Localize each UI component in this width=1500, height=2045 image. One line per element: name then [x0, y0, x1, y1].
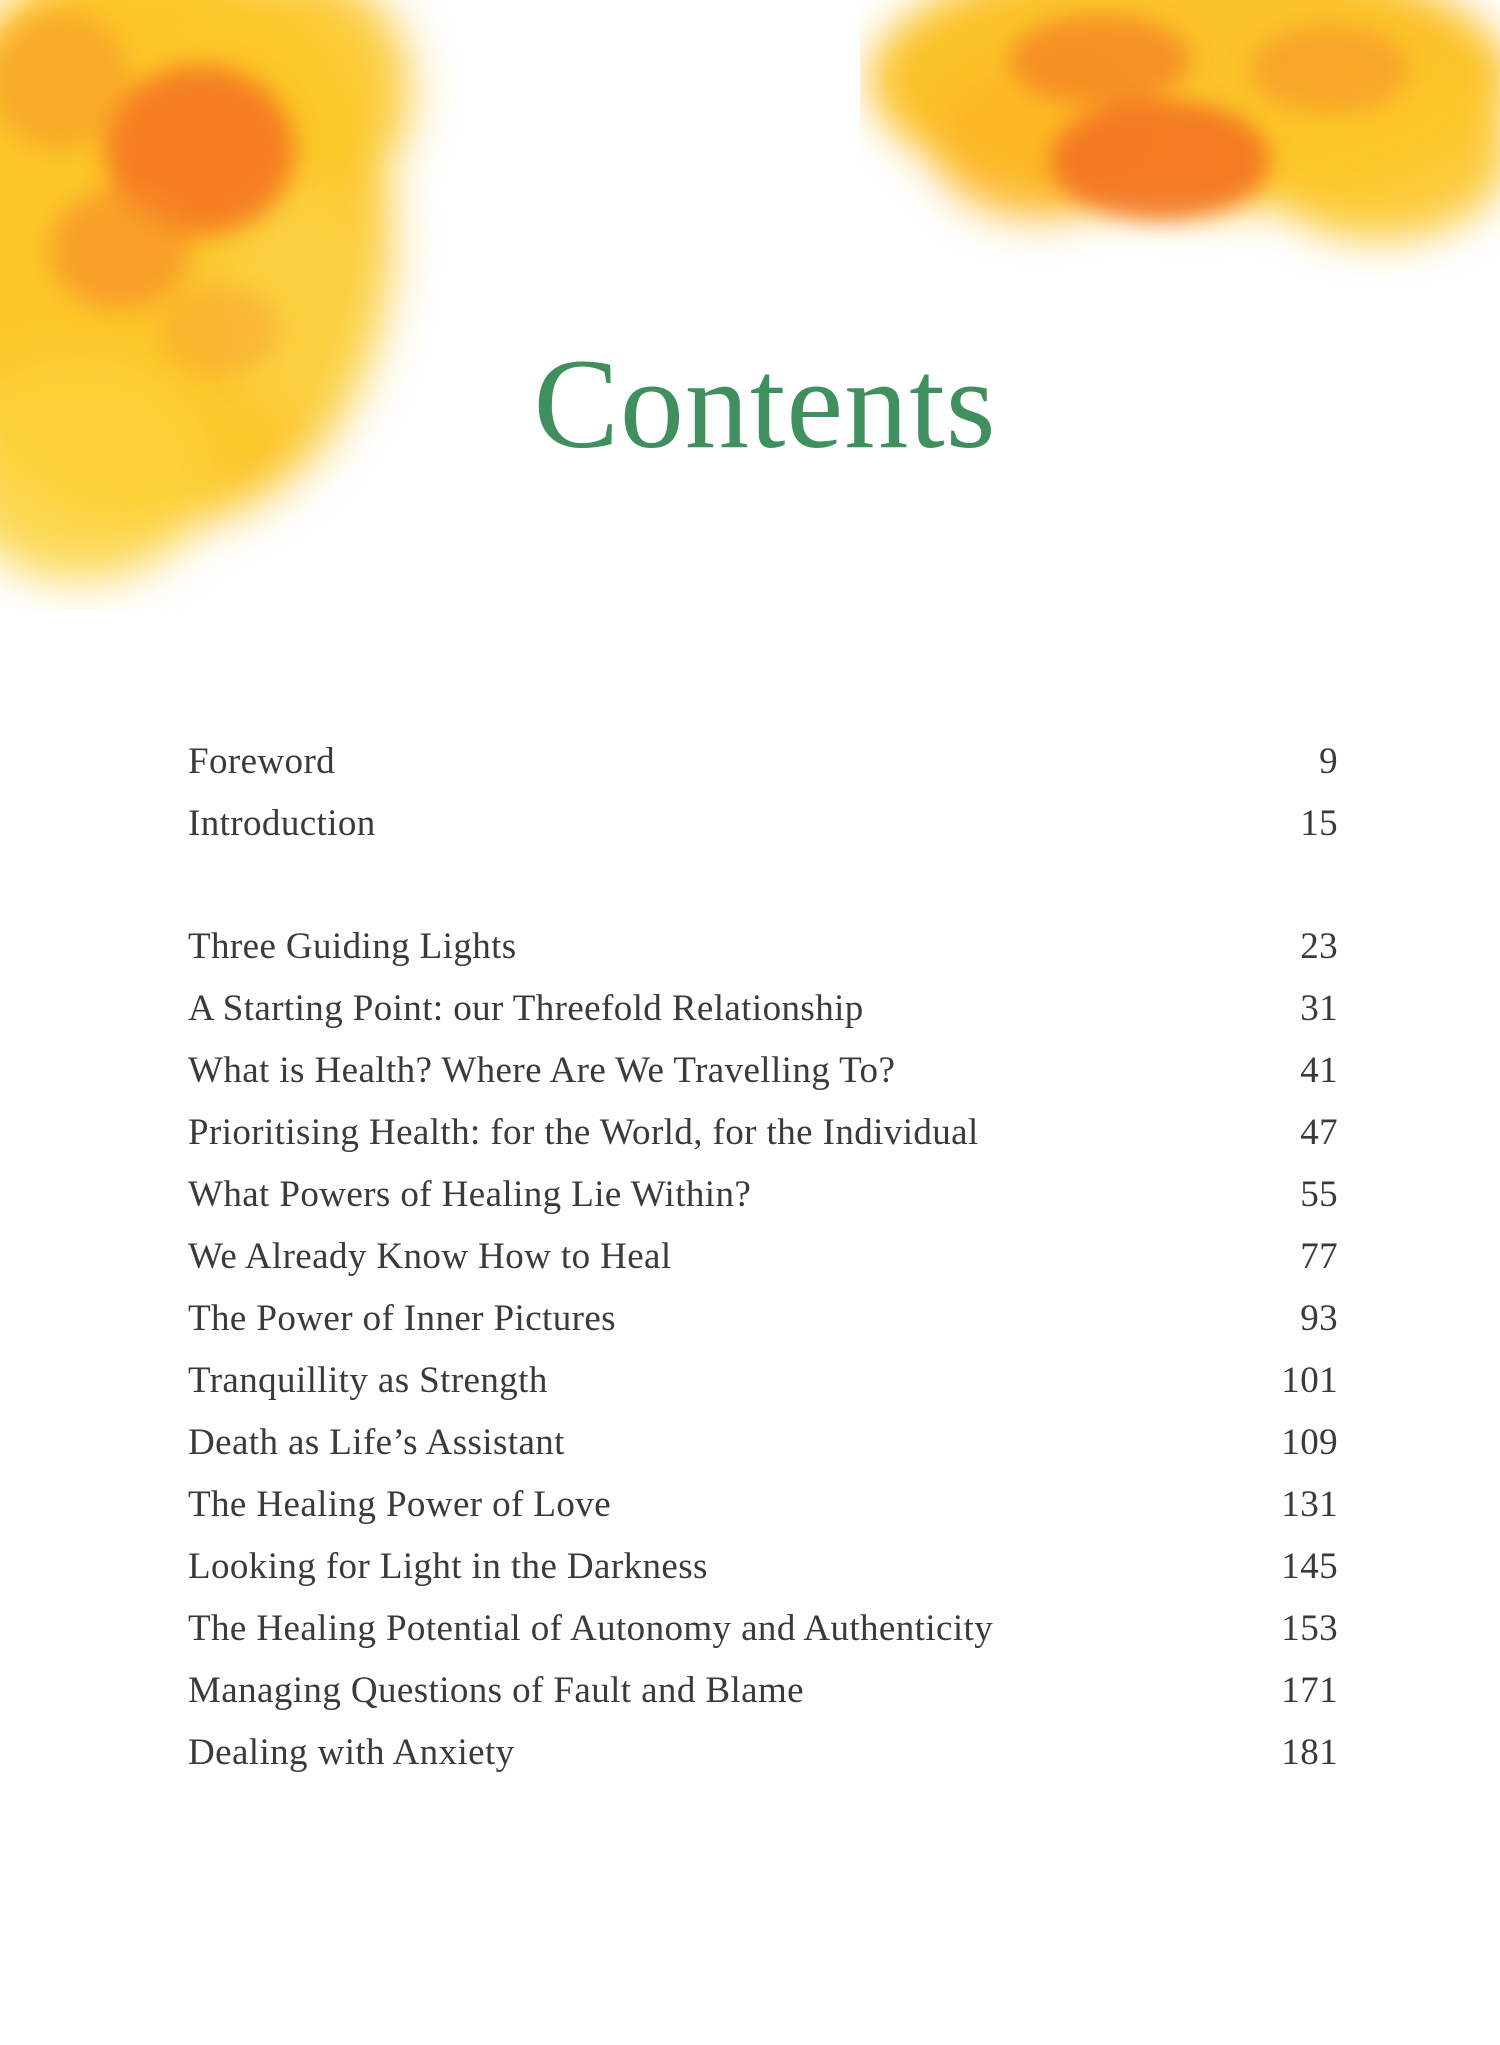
toc-page-number: 41 — [1300, 1050, 1338, 1091]
toc-entry — [188, 1111, 1338, 1173]
front-matter-list — [188, 740, 1338, 864]
watercolor-splash-right — [860, 0, 1500, 290]
toc-entry-title: A Starting Point: our Threefold Relationship — [188, 988, 864, 1029]
toc-entry — [188, 1731, 1338, 1793]
toc-entry — [188, 1421, 1338, 1483]
toc-page-number: 77 — [1300, 1236, 1338, 1277]
toc-entry-title: The Healing Potential of Autonomy and Authenticity — [188, 1608, 994, 1649]
toc-page-number: 93 — [1300, 1298, 1338, 1339]
toc-entry-title: The Healing Power of Love — [188, 1484, 612, 1525]
toc-entry-title: Prioritising Health: for the World, for the Individual — [188, 1112, 979, 1153]
toc-page-number: 23 — [1300, 926, 1338, 967]
toc-entry-introduction — [188, 802, 1338, 864]
watercolor-splash-left — [0, 0, 470, 610]
toc-page-number: 55 — [1300, 1174, 1338, 1215]
toc-entry-title: Managing Questions of Fault and Blame — [188, 1670, 804, 1711]
toc-page-number: 101 — [1281, 1360, 1338, 1401]
table-of-contents — [188, 740, 1338, 1793]
toc-entry — [188, 1669, 1338, 1731]
toc-page-number: 181 — [1281, 1732, 1338, 1773]
chapter-list — [188, 925, 1338, 1793]
toc-entry — [188, 1359, 1338, 1421]
page-title: Contents — [533, 333, 997, 475]
toc-entry-foreword — [188, 740, 1338, 802]
toc-page-number: 47 — [1300, 1112, 1338, 1153]
toc-entry-title: The Power of Inner Pictures — [188, 1298, 616, 1339]
toc-entry — [188, 925, 1338, 987]
toc-entry — [188, 1545, 1338, 1607]
toc-page-number: 145 — [1281, 1546, 1338, 1587]
toc-entry — [188, 1483, 1338, 1545]
toc-entry-title: What Powers of Healing Lie Within? — [188, 1174, 752, 1215]
toc-entry — [188, 1297, 1338, 1359]
toc-entry — [188, 1173, 1338, 1235]
toc-entry — [188, 1607, 1338, 1669]
toc-entry-title: Death as Life’s Assistant — [188, 1422, 565, 1463]
toc-entry — [188, 987, 1338, 1049]
toc-entry-title: Tranquillity as Strength — [188, 1360, 548, 1401]
toc-page-number: 31 — [1300, 988, 1338, 1029]
toc-page-number: 109 — [1281, 1422, 1338, 1463]
toc-entry — [188, 1235, 1338, 1297]
toc-entry-title: Looking for Light in the Darkness — [188, 1546, 708, 1587]
toc-entry-title: Introduction — [188, 803, 376, 844]
toc-entry-title: Dealing with Anxiety — [188, 1732, 515, 1773]
toc-page-number: 9 — [1319, 741, 1338, 782]
toc-page-number: 131 — [1281, 1484, 1338, 1525]
toc-entry-title: Three Guiding Lights — [188, 926, 517, 967]
toc-entry-title: What is Health? Where Are We Travelling To? — [188, 1050, 896, 1091]
toc-page-number: 153 — [1281, 1608, 1338, 1649]
toc-entry-title: We Already Know How to Heal — [188, 1236, 672, 1277]
toc-page-number: 171 — [1281, 1670, 1338, 1711]
toc-entry — [188, 1049, 1338, 1111]
toc-page-number: 15 — [1300, 803, 1338, 844]
toc-entry-title: Foreword — [188, 741, 336, 782]
